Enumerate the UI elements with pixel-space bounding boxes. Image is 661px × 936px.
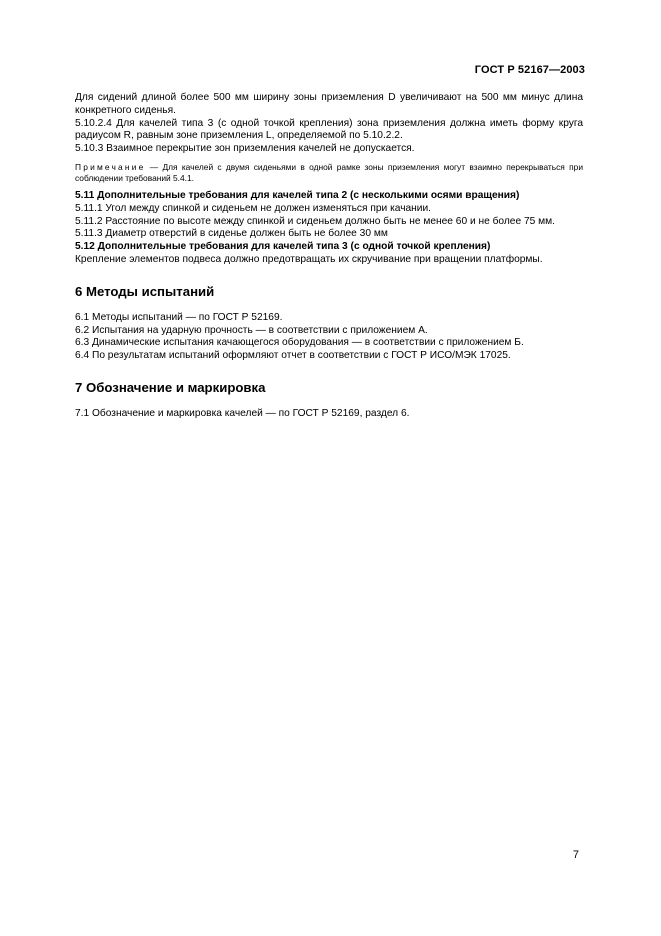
paragraph-6-2: 6.2 Испытания на ударную прочность — в соответствии с приложением А. xyxy=(75,324,428,336)
paragraph-5-10-3-text: 5.10.3 Взаимное перекрытие зон приземления качелей не допускается. xyxy=(75,143,415,155)
note-text: — Для качелей с двумя сиденьями в одной рамке зоны приземления могут взаимно перекрываться при соблюдении требований 5.4.1. xyxy=(75,161,584,183)
paragraph-seat-length-text: Для сидений длиной более 500 мм ширину зоны приземления D увеличивают на 500 мм минус длина конкретного сиденья. xyxy=(75,92,583,116)
paragraph-5-11-3: 5.11.3 Диаметр отверстий в сиденье должен быть не более 30 мм xyxy=(75,228,388,240)
paragraph-6-4: 6.4 По результатам испытаний оформляют отчет в соответствии с ГОСТ Р ИСО/МЭК 17025. xyxy=(75,350,511,362)
paragraph-5-10-2-4-text: 5.10.2.4 Для качелей типа 3 (с одной точкой крепления) зона приземления должна иметь форму круга радиусом R, равным зоне приземления L, определяемой по 5.10.2.2. xyxy=(75,117,583,142)
section-6-title: 6 Методы испытаний xyxy=(75,283,215,299)
paragraph-seat-length xyxy=(75,92,583,118)
paragraph-6-3: 6.3 Динамические испытания качающегося оборудования — в соответствии с приложением Б. xyxy=(75,337,524,349)
note xyxy=(75,162,583,184)
page-number: 7 xyxy=(572,849,579,861)
paragraph-5-11-2: 5.11.2 Расстояние по высоте между спинкой и сиденьем должно быть не менее 60 и не более 75 мм. xyxy=(75,215,555,227)
document-code: ГОСТ Р 52167—2003 xyxy=(474,64,585,76)
paragraph-5-12: Крепление элементов подвеса должно предотвращать их скручивание при вращении платформы. xyxy=(75,253,543,265)
section-5-12-title: 5.12 Дополнительные требования для качелей типа 3 (с одной точкой крепления) xyxy=(75,241,491,253)
page-content xyxy=(75,92,583,421)
paragraph-5-10-3 xyxy=(75,143,583,156)
paragraph-5-11-1: 5.11.1 Угол между спинкой и сиденьем не должен изменяться при качании. xyxy=(75,202,432,214)
note-label: Примечание xyxy=(75,161,146,172)
section-5-11-title: 5.11 Дополнительные требования для качелей типа 2 (с несколькими осями вращения) xyxy=(75,189,520,201)
section-7-title: 7 Обозначение и маркировка xyxy=(75,379,266,395)
paragraph-6-1: 6.1 Методы испытаний — по ГОСТ Р 52169. xyxy=(75,311,283,323)
paragraph-5-10-2-4 xyxy=(75,118,583,144)
paragraph-7-1: 7.1 Обозначение и маркировка качелей — по ГОСТ Р 52169, раздел 6. xyxy=(75,407,410,419)
